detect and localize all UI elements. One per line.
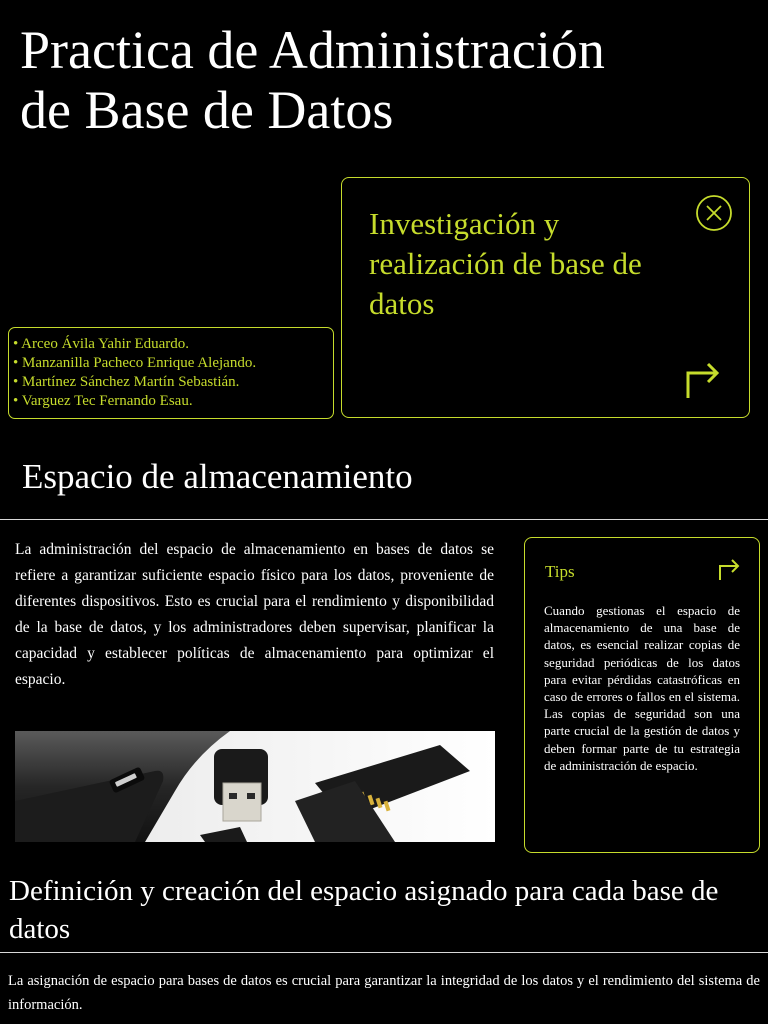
divider — [0, 952, 768, 953]
hero-card — [341, 177, 750, 418]
page-title — [20, 20, 760, 140]
author-item: • Varguez Tec Fernando Esau. — [13, 393, 193, 409]
title-line-1: Practica de Administración — [20, 20, 605, 80]
title-line-2: de Base de Datos — [20, 80, 394, 140]
divider — [0, 519, 768, 520]
turn-right-arrow-icon[interactable] — [717, 558, 741, 582]
tips-title: Tips — [545, 562, 575, 581]
authors-list — [8, 327, 334, 419]
author-item: • Manzanilla Pacheco Enrique Alejando. — [13, 355, 257, 371]
turn-right-arrow-icon[interactable] — [683, 361, 723, 401]
storage-devices-illustration — [15, 731, 495, 842]
hero-heading: Investigación y realización de base de datos — [369, 206, 642, 321]
section-heading-storage: Espacio de almacenamiento — [22, 457, 413, 496]
author-item: • Arceo Ávila Yahir Eduardo. — [13, 336, 190, 352]
tips-card — [524, 537, 760, 853]
tips-body: Cuando gestionas el espacio de almacenamiento de una base de datos, es esencial realizar copias de seguridad periódicas de los datos para evitar pérdidas catastróficas en caso de errores o fallos en el sistema. Las copias de seguridad son una parte crucial de la gestión de datos y deben formar parte de tu estrategia de administración de espacio. — [544, 603, 740, 773]
storage-paragraph: La administración del espacio de almacenamiento en bases de datos se refiere a garantizar suficiente espacio físico para los datos, proveniente de diferentes dispositivos. Esto es crucial para el rendimiento y disponibilidad de la base de datos, y los administradores deben supervisar, planificar la capacidad y establecer políticas de almacenamiento para optimizar el espacio. — [15, 541, 494, 688]
allocation-paragraph: La asignación de espacio para bases de datos es crucial para garantizar la integridad de los datos y el rendimiento del sistema de información. — [8, 973, 760, 1013]
storage-devices-photo — [15, 731, 495, 842]
close-circle-icon[interactable] — [695, 194, 733, 232]
section-heading-allocation: Definición y creación del espacio asignado para cada base de datos — [9, 875, 719, 945]
author-item: • Martínez Sánchez Martín Sebastián. — [13, 374, 240, 390]
